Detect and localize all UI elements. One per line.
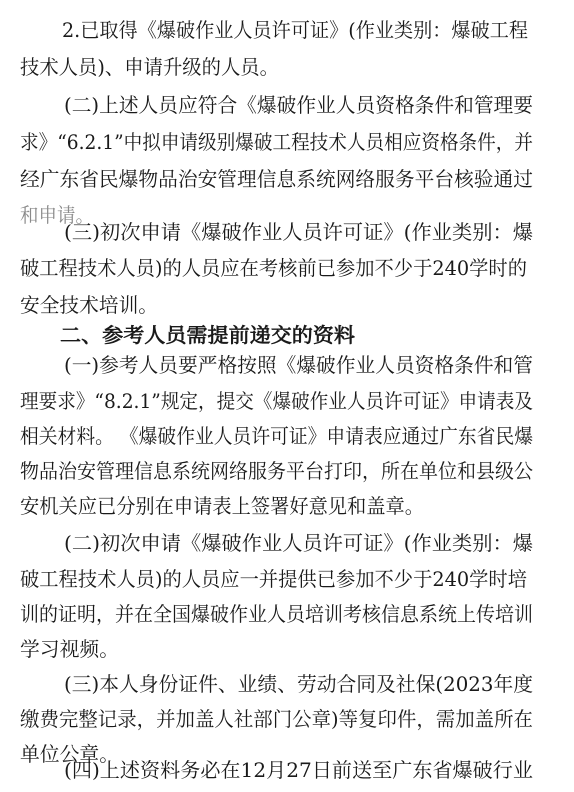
paragraph-line: 求》“6.2.1”中拟申请级别爆破工程技术人员相应资格条件，并: [20, 130, 533, 154]
paragraph-line: 破工程技术人员)的人员应一并提供已参加不少于240学时培: [20, 567, 527, 591]
paragraph-line: (四)上述资料务必在12月27日前送至广东省爆破行业: [64, 758, 533, 782]
paragraph-line: 学习视频。: [20, 637, 119, 661]
paragraph-line: (二)初次申请《爆破作业人员许可证》(作业类别：爆: [64, 531, 533, 555]
paragraph-line: 安全技术培训。: [20, 293, 158, 317]
paragraph-line: 2.已取得《爆破作业人员许可证》(作业类别：爆破工程: [62, 18, 528, 42]
paragraph-line: (三)本人身份证件、业绩、劳动合同及社保(2023年度: [64, 672, 533, 696]
paragraph-line: (一)参考人员要严格按照《爆破作业人员资格条件和管: [64, 353, 533, 377]
paragraph-line: 单位公章。: [20, 742, 119, 766]
paragraph-line: 理要求》“8.2.1”规定，提交《爆破作业人员许可证》申请表及: [20, 389, 533, 413]
paragraph-line: 相关材料。 《爆破作业人员许可证》申请表应通过广东省民爆: [20, 424, 533, 448]
paragraph-line: 安机关应已分别在申请表上签署好意见和盖章。: [20, 494, 424, 518]
section-heading: 二、参考人员需提前递交的资料: [60, 323, 355, 347]
paragraph-line: 经广东省民爆物品治安管理信息系统网络服务平台核验通过: [20, 167, 533, 191]
paragraph-line: (二)上述人员应符合《爆破作业人员资格条件和管理要: [64, 93, 533, 117]
paragraph-line: 缴费完整记录，并加盖人社部门公章)等复印件，需加盖所在: [20, 707, 533, 731]
paragraph-line: 物品治安管理信息系统网络服务平台打印，所在单位和县级公: [20, 459, 533, 483]
paragraph-line: 破工程技术人员)的人员应在考核前已参加不少于240学时的: [20, 256, 527, 280]
paragraph-line: 技术人员)、申请升级的人员。: [20, 55, 279, 79]
paragraph-line: 和申请。: [20, 203, 94, 227]
paragraph-line: 训的证明，并在全国爆破作业人员培训考核信息系统上传培训: [20, 602, 533, 626]
paragraph-line: (三)初次申请《爆破作业人员许可证》(作业类别：爆: [64, 220, 533, 244]
